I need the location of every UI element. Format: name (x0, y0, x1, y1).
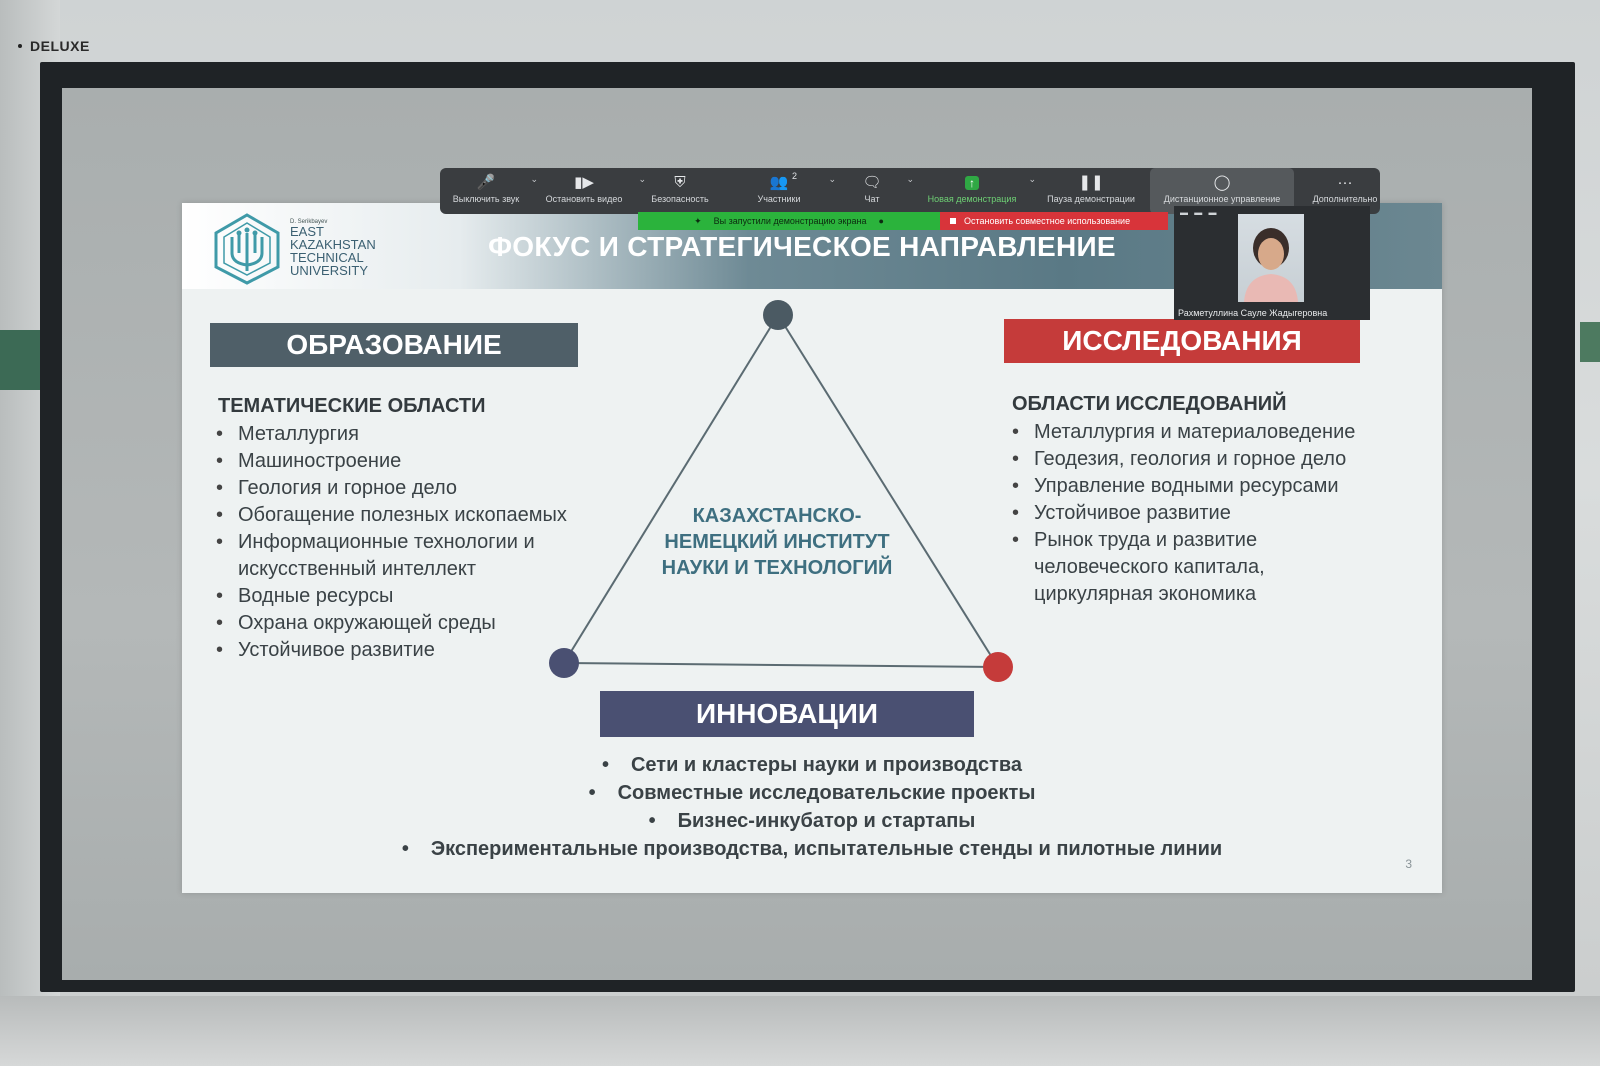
institute-name: КАЗАХСТАНСКО-НЕМЕЦКИЙ ИНСТИТУТ НАУКИ И ТЕХНОЛОГИЙ (661, 505, 893, 579)
university-name-line: EAST (290, 224, 324, 239)
chevron-down-icon[interactable]: ⌄ (828, 174, 836, 184)
list-item: • Обогащение полезных ископаемых (212, 502, 632, 529)
participant-video-feed (1238, 214, 1304, 302)
security-label: Безопасность (651, 194, 709, 204)
slide-title: ФОКУС И СТРАТЕГИЧЕСКОЕ НАПРАВЛЕНИЕ (488, 231, 1116, 262)
wall-bottom (0, 996, 1600, 1066)
list-item-text: Экспериментальные производства, испытательные стенды и пилотные линии (430, 838, 1223, 860)
list-item: • Геодезия, геология и горное дело (1008, 446, 1368, 473)
stop-sharing-button[interactable] (940, 212, 1168, 230)
list-item: • Металлургия и материаловедение (1008, 419, 1368, 446)
list-item: • Сети и кластеры науки и производства (601, 754, 1023, 776)
university-name-line: TECHNICAL (290, 250, 364, 265)
participants-label: Участники (757, 194, 801, 204)
participants-button[interactable] (734, 168, 836, 214)
mute-label: Выключить звук (452, 194, 520, 204)
chat-button[interactable] (842, 168, 914, 214)
stop-sharing-label: Остановить совместное использование (964, 216, 1131, 226)
brand-label: DELUXE (30, 38, 90, 54)
shield-icon: ⛨ (674, 174, 686, 191)
sharing-banner (638, 212, 1168, 230)
node-research (983, 652, 1013, 682)
share-screen-icon: ↑ (920, 172, 1024, 194)
security-button[interactable] (640, 168, 720, 214)
stop-video-label: Остановить видео (545, 194, 623, 204)
list-item: • Информационные технологии и искусственный интеллект (212, 529, 632, 583)
participant-name: Рахметуллина Сауле Жадыгеровна (1178, 308, 1328, 318)
new-share-button[interactable] (920, 168, 1036, 214)
list-item-text: Сети и кластеры науки и производства (630, 754, 1023, 776)
slide-page-number: 3 (1405, 857, 1412, 871)
wall-banner-right (1580, 322, 1600, 362)
list-item: • Устойчивое развитие (1008, 500, 1368, 527)
video-camera-icon: ▮▶ (574, 174, 594, 191)
pin-icon: ✦ (694, 215, 702, 226)
list-item: • Устойчивое развитие (212, 637, 632, 664)
list-item: • Охрана окружающей среды (212, 610, 632, 637)
pause-icon: ❚❚ (1078, 174, 1104, 191)
person-icon (1238, 214, 1304, 302)
mute-button[interactable] (446, 168, 538, 214)
pause-share-button[interactable] (1038, 168, 1144, 214)
participants-count: 2 (792, 171, 798, 181)
research-subheading: ОБЛАСТИ ИССЛЕДОВАНИЙ (1012, 393, 1287, 415)
university-name-line: UNIVERSITY (290, 263, 369, 278)
university-name-line: KAZAKHSTAN (290, 237, 376, 252)
new-share-label: Новая демонстрация (927, 194, 1017, 204)
innovation-list (282, 751, 1342, 863)
education-heading: ОБРАЗОВАНИЕ (210, 323, 578, 367)
chevron-down-icon[interactable]: ⌄ (530, 174, 538, 184)
triangle-edge-right (778, 315, 998, 667)
list-item: • Водные ресурсы (212, 583, 632, 610)
shield-check-icon: ● (878, 216, 884, 226)
node-education (763, 300, 793, 330)
mouse-icon: ◯ (1213, 174, 1231, 191)
research-list (1008, 419, 1368, 608)
pause-share-label: Пауза демонстрации (1047, 194, 1135, 204)
participants-icon: 👥 (769, 174, 789, 191)
list-item: • Бизнес-инкубатор и стартапы (648, 810, 976, 832)
list-item: • Управление водными ресурсами (1008, 473, 1368, 500)
education-subheading: ТЕМАТИЧЕСКИЕ ОБЛАСТИ (218, 395, 486, 417)
chevron-down-icon[interactable]: ⌄ (638, 174, 646, 184)
more-icon: ··· (1337, 174, 1353, 191)
remote-control-label: Дистанционное управление (1163, 194, 1281, 204)
list-item: • Экспериментальные производства, испытательные стенды и пилотные линии (401, 838, 1223, 860)
brand-dot (18, 44, 22, 48)
list-item: • Совместные исследовательские проекты (588, 782, 1036, 804)
university-founder: D. Serikbayev (290, 219, 328, 225)
list-item-text: Бизнес-инкубатор и стартапы (677, 810, 976, 832)
list-item: • Геология и горное дело (212, 475, 632, 502)
chat-label: Чат (864, 194, 880, 204)
stop-icon (950, 218, 956, 224)
chevron-down-icon[interactable]: ⌄ (1028, 174, 1036, 184)
research-heading: ИССЛЕДОВАНИЯ (1004, 319, 1360, 363)
chat-icon: 🗨 (862, 174, 882, 191)
video-options-icon[interactable]: ▬ ▬ ▬ (1180, 208, 1219, 217)
list-item: • Машиностроение (212, 448, 632, 475)
list-item: • Рынок труда и развитие человеческого капитала, циркулярная экономика (1008, 527, 1368, 608)
wall-banner-left (0, 330, 40, 390)
stop-video-button[interactable] (534, 168, 646, 214)
sharing-notice (638, 212, 940, 230)
list-item-text: Совместные исследовательские проекты (617, 782, 1036, 804)
projector-brand (18, 38, 90, 54)
list-item: • Металлургия (212, 421, 632, 448)
microphone-icon: 🎤 (476, 174, 496, 191)
innovation-heading: ИННОВАЦИИ (600, 691, 974, 737)
sharing-notice-text: Вы запустили демонстрацию экрана (713, 216, 867, 226)
more-label: Дополнительно (1312, 194, 1378, 204)
education-list (212, 421, 632, 664)
participant-video-tile[interactable] (1174, 206, 1370, 320)
chevron-down-icon[interactable]: ⌄ (906, 174, 914, 184)
